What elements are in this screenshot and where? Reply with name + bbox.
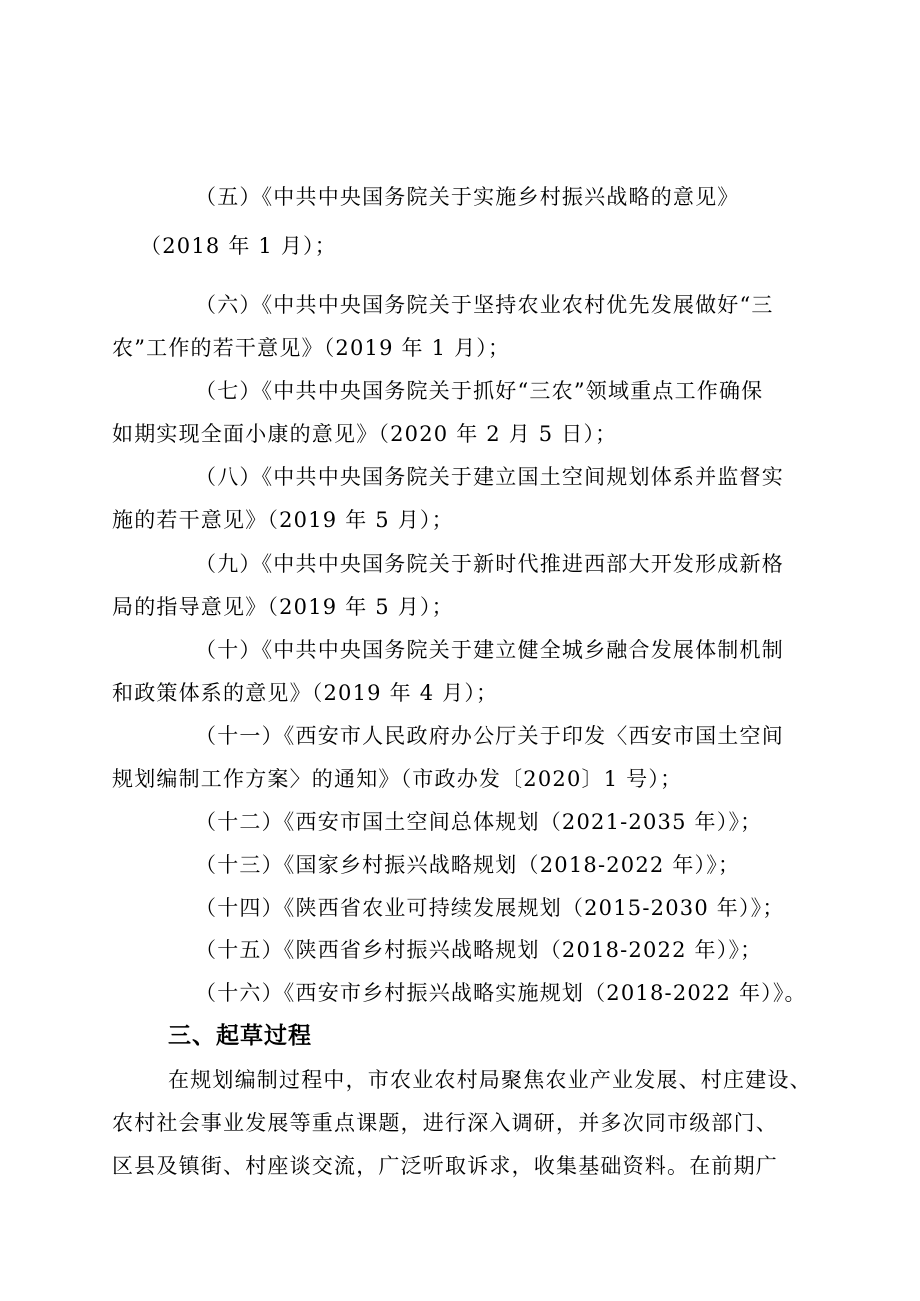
item-15: （十五）《陕西省乡村振兴战略规划（2018-2022 年）》；	[195, 938, 763, 962]
paragraph-line-2: 农村社会事业发展等重点课题，进行深入调研，并多次同市级部门、	[112, 1111, 778, 1135]
item-5-line-1: （五）《中共中央国务院关于实施乡村振兴战略的意见》	[195, 185, 740, 209]
item-9-line-2: 局的指导意见》（2019 年 5 月）；	[112, 595, 454, 619]
paragraph-line-3: 区县及镇街、村座谈交流，广泛听取诉求，收集基础资料。在前期广	[112, 1154, 778, 1178]
item-12: （十二）《西安市国土空间总体规划（2021-2035 年）》；	[195, 810, 763, 834]
item-10-line-2: 和政策体系的意见》（2019 年 4 月）；	[112, 681, 499, 705]
item-11-line-2: 规划编制工作方案〉的通知》（市政办发〔2020〕1 号）；	[112, 767, 683, 791]
item-6-line-1: （六）《中共中央国务院关于坚持农业农村优先发展做好“三	[195, 293, 774, 317]
item-16: （十六）《西安市乡村振兴战略实施规划（2018-2022 年）》。	[195, 981, 807, 1005]
item-13: （十三）《国家乡村振兴战略规划（2018-2022 年）》；	[195, 853, 741, 877]
item-7-line-2: 如期实现全面小康的意见》（2020 年 2 月 5 日）；	[112, 422, 618, 446]
item-8-line-2: 施的若干意见》（2019 年 5 月）；	[112, 508, 454, 532]
item-9-line-1: （九）《中共中央国务院关于新时代推进西部大开发形成新格	[195, 552, 784, 576]
item-10-line-1: （十）《中共中央国务院关于建立健全城乡融合发展体制机制	[195, 638, 784, 662]
item-5-line-2: （2018 年 1 月）；	[140, 234, 337, 258]
item-14: （十四）《陕西省农业可持续发展规划（2015-2030 年）》；	[195, 896, 785, 920]
section-heading: 三、起草过程	[168, 1023, 312, 1049]
item-8-line-1: （八）《中共中央国务院关于建立国土空间规划体系并监督实	[195, 465, 784, 489]
item-6-line-2: 农”工作的若干意见》（2019 年 1 月）；	[112, 336, 511, 360]
item-11-line-1: （十一）《西安市人民政府办公厅关于印发〈西安市国土空间	[195, 724, 784, 748]
paragraph-line-1: 在规划编制过程中，市农业农村局聚焦农业产业发展、村庄建设、	[168, 1068, 812, 1092]
item-7-line-1: （七）《中共中央国务院关于抓好“三农”领域重点工作确保	[195, 379, 764, 403]
